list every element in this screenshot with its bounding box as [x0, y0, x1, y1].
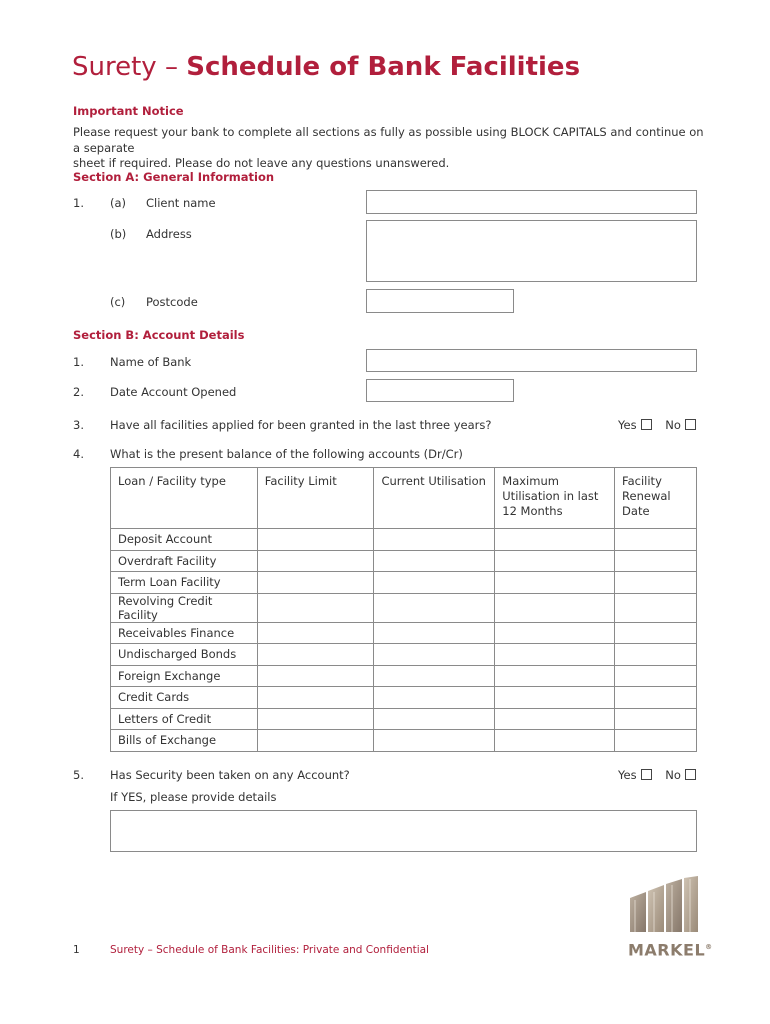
current-utilisation-cell[interactable]: [374, 529, 495, 551]
renewal-date-cell[interactable]: [615, 730, 697, 752]
address-letter: (b): [110, 227, 127, 241]
row-label: Undischarged Bonds: [111, 644, 258, 666]
header-facility-limit: Facility Limit: [257, 468, 374, 529]
row-label: Term Loan Facility: [111, 572, 258, 594]
markel-wordmark: MARKEL®: [628, 940, 713, 960]
q2-number: 2.: [73, 385, 84, 399]
row-label: Receivables Finance: [111, 622, 258, 644]
header-renewal-date: Facility Renewal Date: [615, 468, 697, 529]
q5-sub-label: If YES, please provide details: [110, 790, 277, 804]
renewal-date-cell[interactable]: [615, 622, 697, 644]
facility-limit-cell[interactable]: [257, 644, 374, 666]
date-opened-field[interactable]: [366, 379, 514, 402]
max-utilisation-cell[interactable]: [495, 730, 615, 752]
q3-yes-no: Yes No: [618, 418, 696, 432]
q3-no-checkbox[interactable]: [685, 419, 696, 430]
q4-label: What is the present balance of the following accounts (Dr/Cr): [110, 447, 463, 461]
q3-label: Have all facilities applied for been granted in the last three years?: [110, 418, 492, 432]
max-utilisation-cell[interactable]: [495, 687, 615, 709]
table-row: [111, 593, 697, 622]
bank-name-label: Name of Bank: [110, 355, 192, 369]
row-label: Deposit Account: [111, 529, 258, 551]
section-b-heading: Section B: Account Details: [73, 328, 245, 342]
postcode-label: Postcode: [146, 295, 198, 309]
table-row: [111, 730, 697, 752]
table-row: [111, 572, 697, 594]
section-a-number: 1.: [73, 196, 84, 210]
q3-yes-checkbox[interactable]: [641, 419, 652, 430]
page-number: 1: [73, 944, 80, 956]
q5-yes-no: Yes No: [618, 768, 696, 782]
max-utilisation-cell[interactable]: [495, 572, 615, 594]
table-row: [111, 622, 697, 644]
facility-limit-cell[interactable]: [257, 708, 374, 730]
security-details-field[interactable]: [110, 810, 697, 852]
table-header-row: [111, 468, 697, 529]
table-row: [111, 644, 697, 666]
header-current-utilisation: Current Utilisation: [374, 468, 495, 529]
q5-no-checkbox[interactable]: [685, 769, 696, 780]
renewal-date-cell[interactable]: [615, 665, 697, 687]
row-label: Bills of Exchange: [111, 730, 258, 752]
renewal-date-cell[interactable]: [615, 687, 697, 709]
facility-limit-cell[interactable]: [257, 730, 374, 752]
row-label: Overdraft Facility: [111, 550, 258, 572]
facility-limit-cell[interactable]: [257, 622, 374, 644]
max-utilisation-cell[interactable]: [495, 622, 615, 644]
address-label: Address: [146, 227, 192, 241]
markel-logo-mark-icon: [628, 876, 700, 932]
table-row: [111, 550, 697, 572]
q1-number: 1.: [73, 355, 84, 369]
q5-label: Has Security been taken on any Account?: [110, 768, 350, 782]
facility-limit-cell[interactable]: [257, 550, 374, 572]
renewal-date-cell[interactable]: [615, 593, 697, 622]
footer-text: Surety – Schedule of Bank Facilities: Private and Confidential: [110, 944, 429, 956]
q5-number: 5.: [73, 768, 84, 782]
row-label: Credit Cards: [111, 687, 258, 709]
renewal-date-cell[interactable]: [615, 644, 697, 666]
facility-limit-cell[interactable]: [257, 593, 374, 622]
client-name-label: Client name: [146, 196, 216, 210]
max-utilisation-cell[interactable]: [495, 708, 615, 730]
date-opened-label: Date Account Opened: [110, 385, 237, 399]
facility-limit-cell[interactable]: [257, 529, 374, 551]
postcode-field[interactable]: [366, 289, 514, 313]
max-utilisation-cell[interactable]: [495, 529, 615, 551]
q3-number: 3.: [73, 418, 84, 432]
max-utilisation-cell[interactable]: [495, 593, 615, 622]
header-max-utilisation: Maximum Utilisation in last 12 Months: [495, 468, 615, 529]
client-name-letter: (a): [110, 196, 127, 210]
max-utilisation-cell[interactable]: [495, 665, 615, 687]
renewal-date-cell[interactable]: [615, 529, 697, 551]
notice-heading: Important Notice: [73, 104, 184, 118]
row-label: Letters of Credit: [111, 708, 258, 730]
facility-limit-cell[interactable]: [257, 665, 374, 687]
facilities-table: [110, 467, 697, 752]
facility-limit-cell[interactable]: [257, 687, 374, 709]
postcode-letter: (c): [110, 295, 126, 309]
max-utilisation-cell[interactable]: [495, 644, 615, 666]
client-name-field[interactable]: [366, 190, 697, 214]
facility-limit-cell[interactable]: [257, 572, 374, 594]
renewal-date-cell[interactable]: [615, 550, 697, 572]
page-title: Surety – Schedule of Bank Facilities: [72, 52, 581, 82]
bank-name-field[interactable]: [366, 349, 697, 372]
section-a-heading: Section A: General Information: [73, 170, 275, 184]
renewal-date-cell[interactable]: [615, 572, 697, 594]
current-utilisation-cell[interactable]: [374, 622, 495, 644]
current-utilisation-cell[interactable]: [374, 687, 495, 709]
q4-number: 4.: [73, 447, 84, 461]
max-utilisation-cell[interactable]: [495, 550, 615, 572]
row-label: Revolving Credit Facility: [111, 593, 258, 622]
current-utilisation-cell[interactable]: [374, 730, 495, 752]
table-row: [111, 665, 697, 687]
address-field[interactable]: [366, 220, 697, 282]
notice-text: Please request your bank to complete all sections as fully as possible using BLOCK CAPITALS and continue on a separate sheet if required. Please do not leave any questions unanswered.: [73, 125, 704, 170]
table-row: [111, 708, 697, 730]
renewal-date-cell[interactable]: [615, 708, 697, 730]
current-utilisation-cell[interactable]: [374, 644, 495, 666]
table-row: [111, 687, 697, 709]
row-label: Foreign Exchange: [111, 665, 258, 687]
current-utilisation-cell[interactable]: [374, 708, 495, 730]
current-utilisation-cell[interactable]: [374, 665, 495, 687]
header-loan-type: Loan / Facility type: [111, 468, 258, 529]
q5-yes-checkbox[interactable]: [641, 769, 652, 780]
markel-logo: [628, 876, 713, 960]
current-utilisation-cell[interactable]: [374, 572, 495, 594]
table-row: [111, 529, 697, 551]
current-utilisation-cell[interactable]: [374, 593, 495, 622]
current-utilisation-cell[interactable]: [374, 550, 495, 572]
